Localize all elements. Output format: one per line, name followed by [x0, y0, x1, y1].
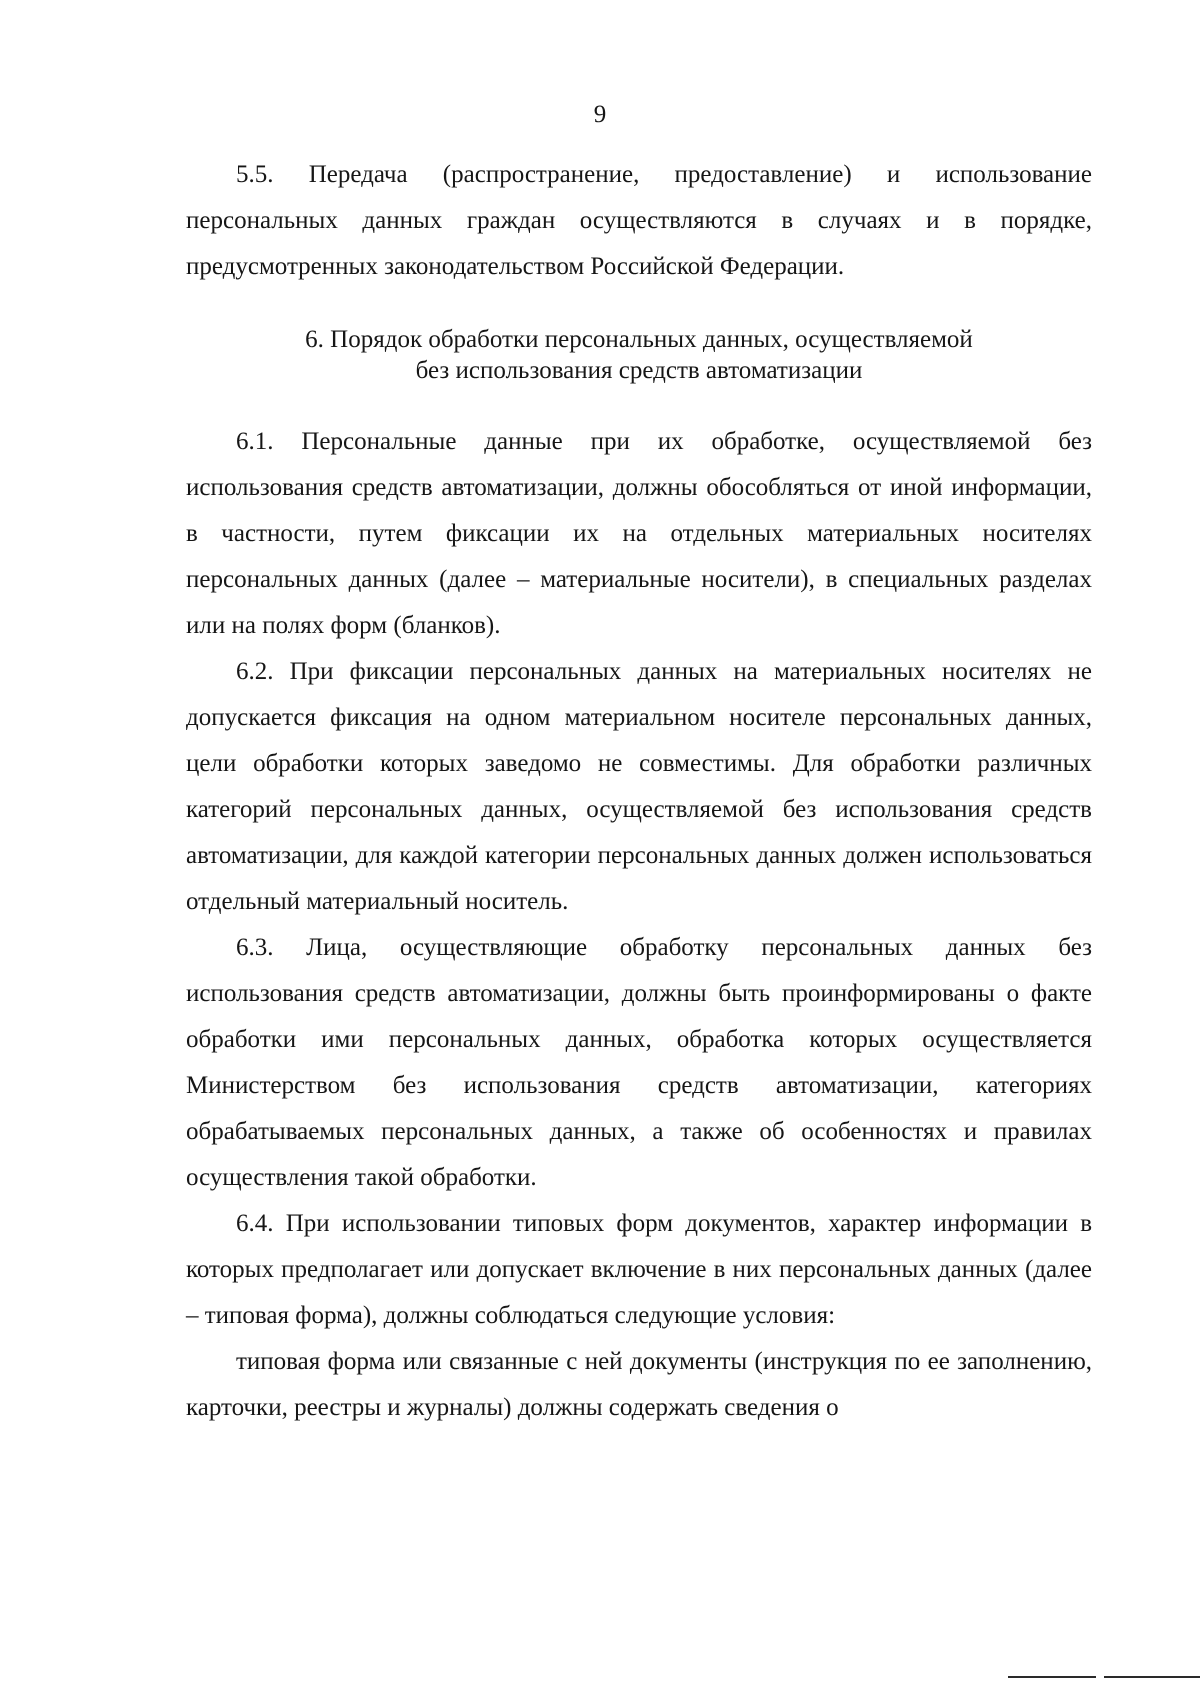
- bottom-rule-segment: [1104, 1676, 1200, 1678]
- document-body: [186, 152, 1092, 1431]
- section-6-heading: [186, 324, 1092, 386]
- bottom-rule-segment: [1008, 1676, 1096, 1678]
- paragraph-5-5: 5.5. Передача (распространение, предоставление) и использование персональных данных граждан осуществляются в случаях и в порядке, предусмотренных законодательством Российской Федерации.: [186, 161, 1092, 280]
- paragraph-6-3: 6.3. Лица, осуществляющие обработку персональных данных без использования средств автоматизации, должны быть проинформированы о факте обработки ими персональных данных, обработка которых осуществляется Министерством без использования средств автоматизации, категориях обрабатываемых персональных данных, а также об особенностях и правилах осуществления такой обработки.: [186, 934, 1092, 1191]
- section-6-heading-line-1: 6. Порядок обработки персональных данных, осуществляемой: [305, 326, 973, 353]
- section-6-heading-line-2: без использования средств автоматизации: [415, 357, 863, 384]
- page-number: 9: [593, 101, 607, 128]
- paragraph-6-4-item-1: типовая форма или связанные с ней документы (инструкция по ее заполнению, карточки, реестры и журналы) должны содержать сведения о: [186, 1348, 1092, 1421]
- paragraph-6-4: 6.4. При использовании типовых форм документов, характер информации в которых предполагает или допускает включение в них персональных данных (далее – типовая форма), должны соблюдаться следующие условия:: [186, 1210, 1092, 1329]
- paragraph-6-2: 6.2. При фиксации персональных данных на материальных носителях не допускается фиксация на одном материальном носителе персональных данных, цели обработки которых заведомо не совместимы. Для обработки различных категорий персональных данных, осуществляемой без использования средств автоматизации, для каждой категории персональных данных должен использоваться отдельный материальный носитель.: [186, 658, 1092, 915]
- paragraph-6-1: 6.1. Персональные данные при их обработке, осуществляемой без использования средств автоматизации, должны обособляться от иной информации, в частности, путем фиксации их на отдельных материальных носителях персональных данных (далее – материальные носители), в специальных разделах или на полях форм (бланков).: [186, 428, 1092, 639]
- bottom-edge-rule: [1000, 1676, 1200, 1682]
